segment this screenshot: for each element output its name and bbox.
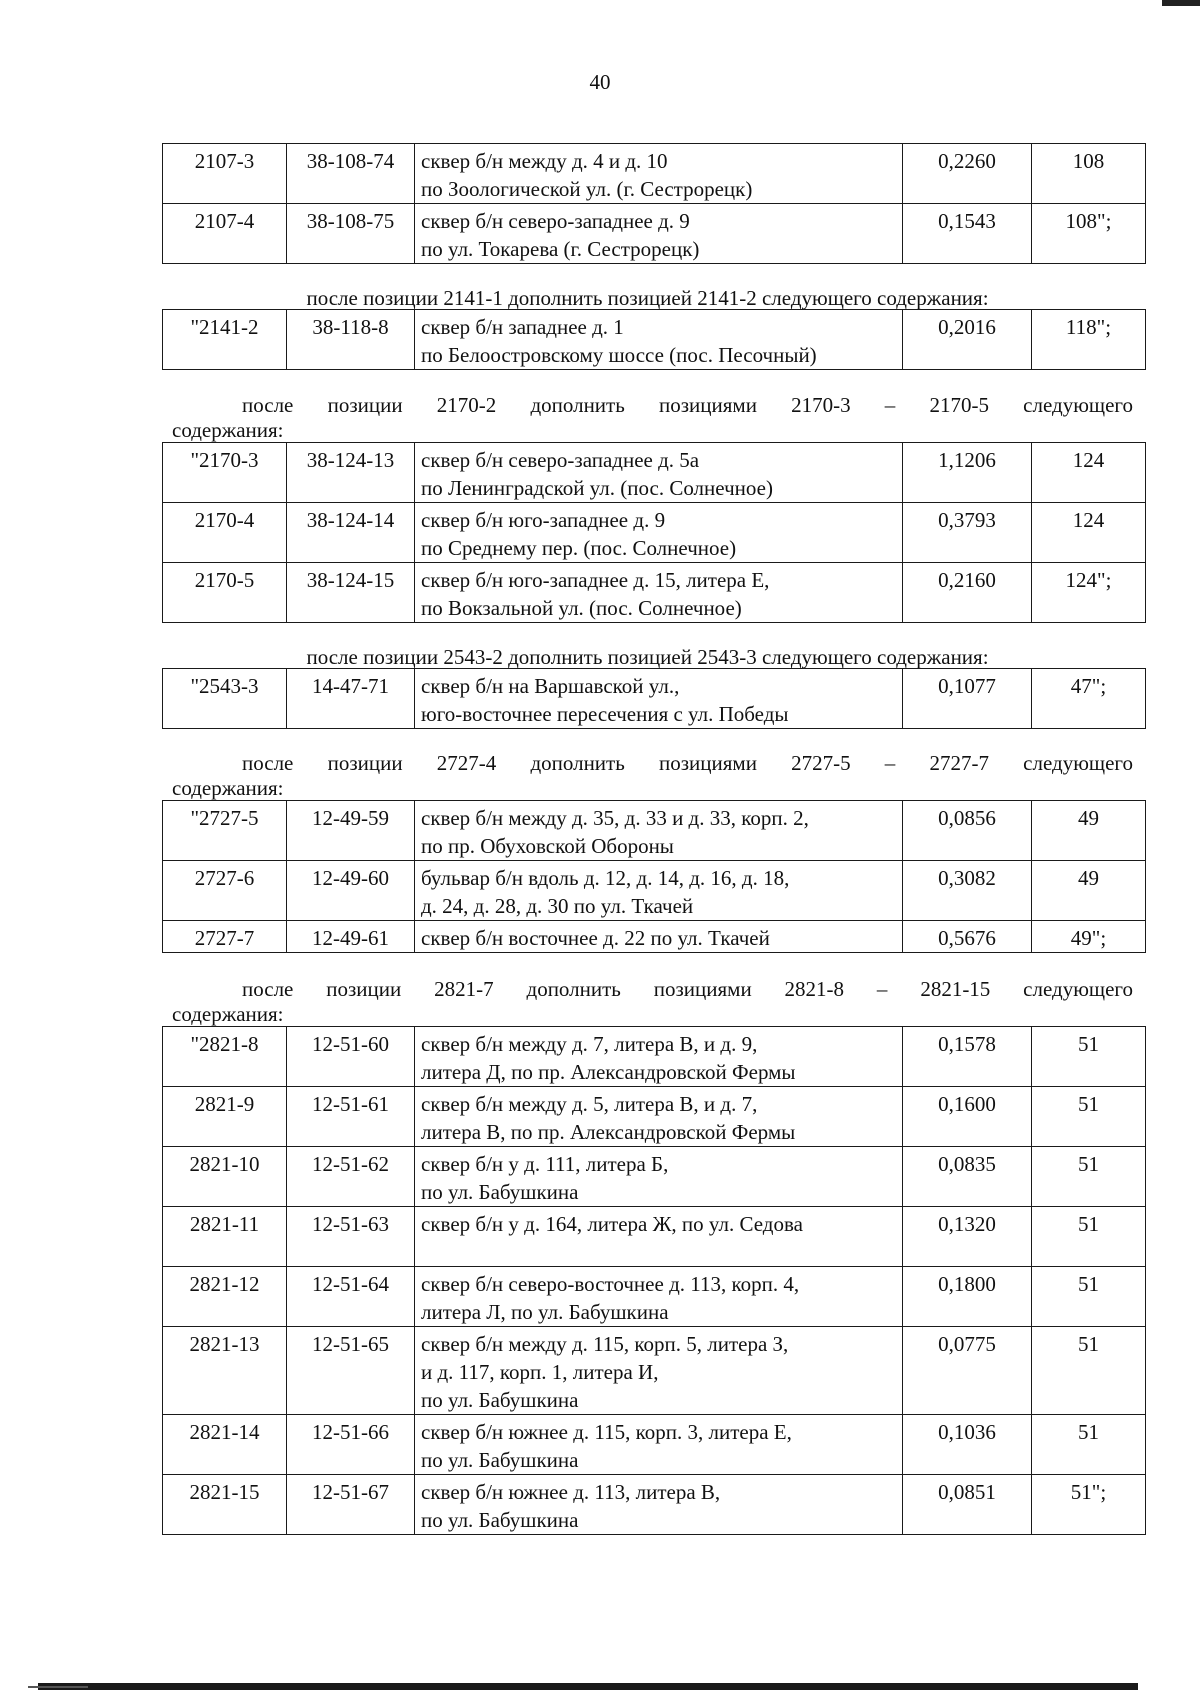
register-table-2141	[162, 309, 1146, 370]
cadastral-code-cell: 38-118-8	[287, 310, 415, 370]
district-number-cell: 124";	[1032, 563, 1146, 623]
table-row	[163, 1475, 1146, 1535]
position-number-cell: 2821-11	[163, 1207, 287, 1267]
position-number-cell: 2821-10	[163, 1147, 287, 1207]
position-number-cell: 2821-13	[163, 1327, 287, 1415]
table-row	[163, 1147, 1146, 1207]
area-cell: 0,1800	[903, 1267, 1032, 1327]
description-line: сквер б/н у д. 164, литера Ж, по ул. Седова	[421, 1212, 803, 1236]
area-cell: 0,2016	[903, 310, 1032, 370]
description-cell	[415, 861, 903, 921]
description-cell	[415, 204, 903, 264]
table-row	[163, 1267, 1146, 1327]
table-row	[163, 1027, 1146, 1087]
area-cell: 0,3793	[903, 503, 1032, 563]
district-number-cell: 49";	[1032, 921, 1146, 953]
description-line: литера Л, по ул. Бабушкина	[421, 1300, 669, 1324]
description-cell	[415, 1207, 903, 1267]
description-cell	[415, 310, 903, 370]
note-2170: после позиции 2170-2 дополнить позициями 2170-3 – 2170-5 следующего	[242, 393, 1133, 417]
description-cell	[415, 144, 903, 204]
description-line: сквер б/н юго-западнее д. 9	[421, 508, 666, 532]
description-line: по Зоологической ул. (г. Сестрорецк)	[421, 177, 753, 201]
area-cell: 0,2160	[903, 563, 1032, 623]
cadastral-code-cell: 12-51-63	[287, 1207, 415, 1267]
description-line: литера Д, по пр. Александровской Фермы	[421, 1060, 796, 1084]
district-number-cell: 51	[1032, 1327, 1146, 1415]
position-number-cell: 2170-4	[163, 503, 287, 563]
description-line: по Вокзальной ул. (пос. Солнечное)	[421, 596, 742, 620]
position-number-cell: 2107-3	[163, 144, 287, 204]
area-cell: 0,1543	[903, 204, 1032, 264]
cadastral-code-cell: 38-124-14	[287, 503, 415, 563]
district-number-cell: 51	[1032, 1027, 1146, 1087]
table-row	[163, 1327, 1146, 1415]
description-cell	[415, 669, 903, 729]
table-row	[163, 1207, 1146, 1267]
cadastral-code-cell: 14-47-71	[287, 669, 415, 729]
table-row	[163, 801, 1146, 861]
description-line: сквер б/н между д. 115, корп. 5, литера З,	[421, 1332, 789, 1356]
note-2727-cont: содержания:	[172, 776, 284, 800]
note-2821: после позиции 2821-7 дополнить позициями 2821-8 – 2821-15 следующего	[242, 977, 1133, 1001]
cadastral-code-cell: 38-124-15	[287, 563, 415, 623]
description-line: сквер б/н юго-западнее д. 15, литера Е,	[421, 568, 770, 592]
cadastral-code-cell: 38-108-75	[287, 204, 415, 264]
description-line: по пр. Обуховской Обороны	[421, 834, 674, 858]
table-row	[163, 144, 1146, 204]
district-number-cell: 124	[1032, 503, 1146, 563]
description-cell	[415, 801, 903, 861]
position-number-cell: "2141-2	[163, 310, 287, 370]
position-number-cell: 2821-15	[163, 1475, 287, 1535]
description-line: юго-восточнее пересечения с ул. Победы	[421, 702, 789, 726]
description-line: сквер б/н северо-восточнее д. 113, корп. 4,	[421, 1272, 800, 1296]
description-cell	[415, 1267, 903, 1327]
note-2170-cont: содержания:	[172, 418, 284, 442]
area-cell: 0,3082	[903, 861, 1032, 921]
description-line: по ул. Токарева (г. Сестрорецк)	[421, 237, 700, 261]
table-row	[163, 503, 1146, 563]
register-table-2543	[162, 668, 1146, 729]
description-cell	[415, 1087, 903, 1147]
district-number-cell: 51	[1032, 1415, 1146, 1475]
position-number-cell: "2821-8	[163, 1027, 287, 1087]
description-line: д. 24, д. 28, д. 30 по ул. Ткачей	[421, 894, 694, 918]
table-row	[163, 861, 1146, 921]
position-number-cell: 2821-9	[163, 1087, 287, 1147]
description-line: сквер б/н восточнее д. 22 по ул. Ткачей	[421, 926, 770, 950]
note-2821-cont: содержания:	[172, 1002, 284, 1026]
cadastral-code-cell: 12-49-61	[287, 921, 415, 953]
district-number-cell: 51";	[1032, 1475, 1146, 1535]
district-number-cell: 118";	[1032, 310, 1146, 370]
area-cell: 0,0851	[903, 1475, 1032, 1535]
scan-mark-top	[1162, 0, 1200, 6]
description-line: по Среднему пер. (пос. Солнечное)	[421, 536, 737, 560]
description-line: сквер б/н северо-западнее д. 9	[421, 209, 690, 233]
cadastral-code-cell: 38-124-13	[287, 443, 415, 503]
description-line: сквер б/н южнее д. 113, литера В,	[421, 1480, 721, 1504]
area-cell: 0,5676	[903, 921, 1032, 953]
page-number: 40	[589, 70, 611, 94]
area-cell: 0,1578	[903, 1027, 1032, 1087]
description-line: сквер б/н между д. 7, литера В, и д. 9,	[421, 1032, 758, 1056]
district-number-cell: 49	[1032, 861, 1146, 921]
cadastral-code-cell: 12-49-60	[287, 861, 415, 921]
description-line: по Ленинградской ул. (пос. Солнечное)	[421, 476, 773, 500]
note-2727: после позиции 2727-4 дополнить позициями 2727-5 – 2727-7 следующего	[242, 751, 1133, 775]
cadastral-code-cell: 38-108-74	[287, 144, 415, 204]
position-number-cell: 2727-6	[163, 861, 287, 921]
description-line: и д. 117, корп. 1, литера И,	[421, 1360, 659, 1384]
table-row	[163, 921, 1146, 953]
cadastral-code-cell: 12-51-65	[287, 1327, 415, 1415]
area-cell: 0,1320	[903, 1207, 1032, 1267]
area-cell: 0,1077	[903, 669, 1032, 729]
description-line: по ул. Бабушкина	[421, 1388, 579, 1412]
area-cell: 0,1600	[903, 1087, 1032, 1147]
position-number-cell: 2170-5	[163, 563, 287, 623]
cadastral-code-cell: 12-51-66	[287, 1415, 415, 1475]
district-number-cell: 108";	[1032, 204, 1146, 264]
cadastral-code-cell: 12-51-61	[287, 1087, 415, 1147]
cadastral-code-cell: 12-51-62	[287, 1147, 415, 1207]
register-table-2170	[162, 442, 1146, 623]
table-row	[163, 563, 1146, 623]
cadastral-code-cell: 12-49-59	[287, 801, 415, 861]
district-number-cell: 108	[1032, 144, 1146, 204]
position-number-cell: 2821-12	[163, 1267, 287, 1327]
position-number-cell: "2170-3	[163, 443, 287, 503]
description-line	[421, 1238, 896, 1266]
description-cell	[415, 1147, 903, 1207]
cadastral-code-cell: 12-51-64	[287, 1267, 415, 1327]
description-line: сквер б/н западнее д. 1	[421, 315, 624, 339]
district-number-cell: 49	[1032, 801, 1146, 861]
note-2543: после позиции 2543-2 дополнить позицией 2543-3 следующего содержания:	[306, 645, 989, 669]
register-table-2727	[162, 800, 1146, 953]
description-cell	[415, 1027, 903, 1087]
district-number-cell: 51	[1032, 1267, 1146, 1327]
description-line: по ул. Бабушкина	[421, 1508, 579, 1532]
position-number-cell: "2727-5	[163, 801, 287, 861]
description-line: сквер б/н у д. 111, литера Б,	[421, 1152, 669, 1176]
description-cell	[415, 1475, 903, 1535]
area-cell: 1,1206	[903, 443, 1032, 503]
district-number-cell: 51	[1032, 1087, 1146, 1147]
area-cell: 0,1036	[903, 1415, 1032, 1475]
table-row	[163, 1415, 1146, 1475]
description-line: сквер б/н на Варшавской ул.,	[421, 674, 680, 698]
area-cell: 0,0835	[903, 1147, 1032, 1207]
area-cell: 0,2260	[903, 144, 1032, 204]
description-cell	[415, 563, 903, 623]
district-number-cell: 47";	[1032, 669, 1146, 729]
description-cell	[415, 1415, 903, 1475]
position-number-cell: 2727-7	[163, 921, 287, 953]
cadastral-code-cell: 12-51-60	[287, 1027, 415, 1087]
description-line: по Белоостровскому шоссе (пос. Песочный)	[421, 343, 817, 367]
table-row	[163, 204, 1146, 264]
description-line: сквер б/н между д. 5, литера В, и д. 7,	[421, 1092, 758, 1116]
area-cell: 0,0775	[903, 1327, 1032, 1415]
scan-edge-bar	[38, 1683, 1138, 1690]
position-number-cell: 2107-4	[163, 204, 287, 264]
description-line: по ул. Бабушкина	[421, 1180, 579, 1204]
note-2141: после позиции 2141-1 дополнить позицией 2141-2 следующего содержания:	[306, 286, 989, 310]
description-line: сквер б/н между д. 4 и д. 10	[421, 149, 668, 173]
district-number-cell: 51	[1032, 1207, 1146, 1267]
table-row	[163, 310, 1146, 370]
table-row	[163, 1087, 1146, 1147]
description-line: сквер б/н южнее д. 115, корп. 3, литера Е,	[421, 1420, 792, 1444]
description-line: сквер б/н между д. 35, д. 33 и д. 33, корп. 2,	[421, 806, 809, 830]
cadastral-code-cell: 12-51-67	[287, 1475, 415, 1535]
description-line: бульвар б/н вдоль д. 12, д. 14, д. 16, д. 18,	[421, 866, 790, 890]
register-table-2821	[162, 1026, 1146, 1535]
description-line: сквер б/н северо-западнее д. 5а	[421, 448, 700, 472]
register-table-2107	[162, 143, 1146, 264]
position-number-cell: "2543-3	[163, 669, 287, 729]
description-cell	[415, 921, 903, 953]
table-row	[163, 443, 1146, 503]
position-number-cell: 2821-14	[163, 1415, 287, 1475]
area-cell: 0,0856	[903, 801, 1032, 861]
description-line: по ул. Бабушкина	[421, 1448, 579, 1472]
table-row	[163, 669, 1146, 729]
district-number-cell: 124	[1032, 443, 1146, 503]
district-number-cell: 51	[1032, 1147, 1146, 1207]
description-line: литера В, по пр. Александровской Фермы	[421, 1120, 796, 1144]
description-cell	[415, 1327, 903, 1415]
description-cell	[415, 503, 903, 563]
description-cell	[415, 443, 903, 503]
